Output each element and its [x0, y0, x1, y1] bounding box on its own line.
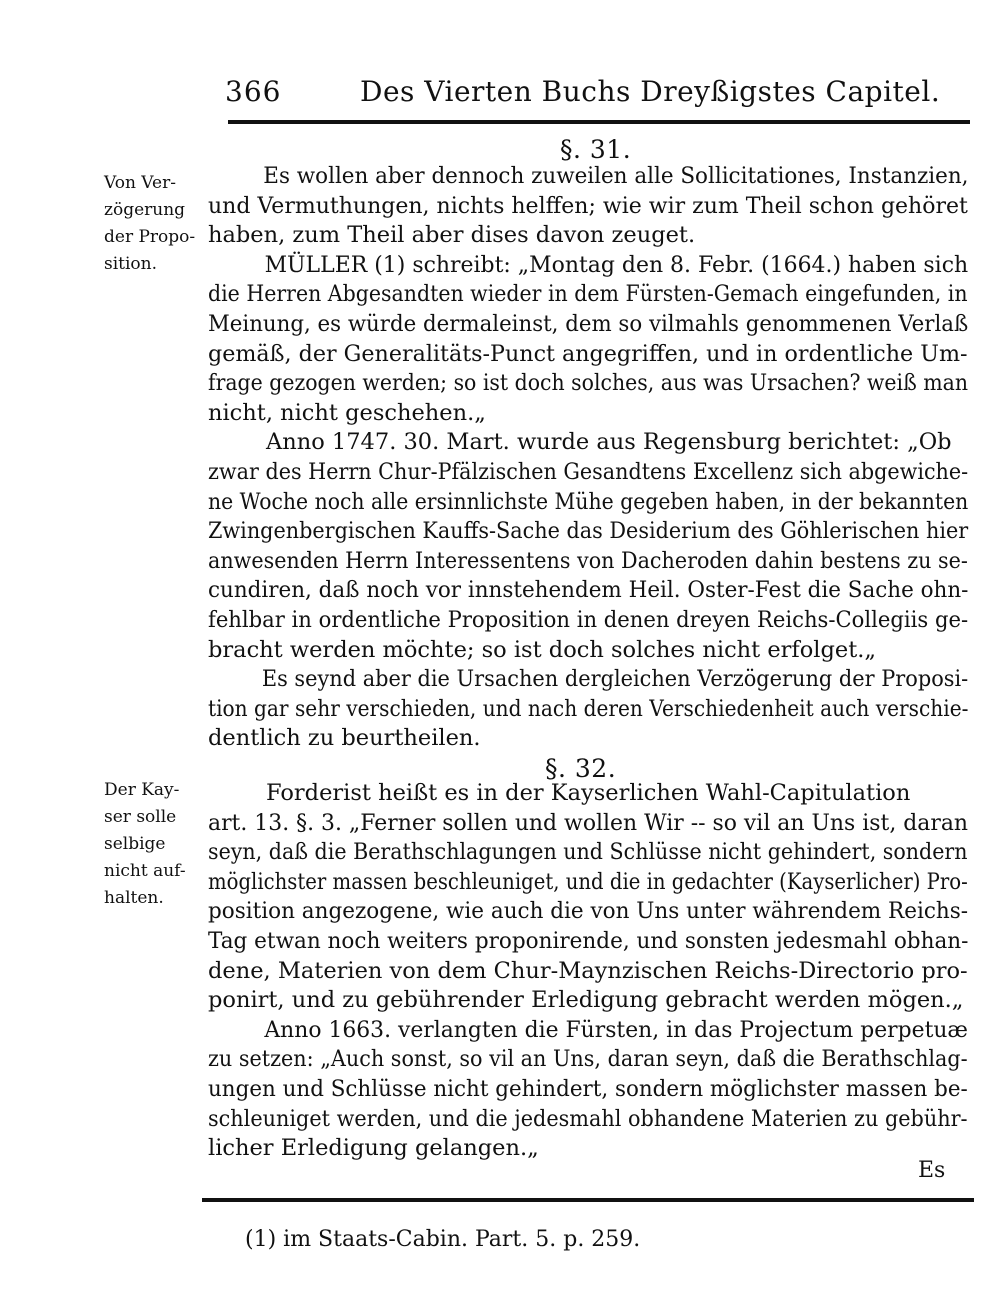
body-line: haben, zum Theil aber dises davon zeuget.	[208, 222, 696, 249]
body-line: Es seynd aber die Ursachen dergleichen Verzögerung der Proposi-	[261, 666, 969, 693]
body-line: die Herren Abgesandten wieder in dem Fürsten-Gemach eingefunden, in	[208, 281, 968, 308]
margin-note-line: Der Kay-	[104, 780, 180, 800]
body-line: Meinung, es würde dermaleinst, dem so vilmahls genommenen Verlaß	[208, 310, 969, 337]
body-line: dentlich zu beurtheilen.	[208, 725, 481, 752]
body-line: schleuniget werden, und die jedesmahl obhandene Materien zu gebühr-	[208, 1105, 968, 1132]
margin-note-line: halten.	[104, 888, 164, 908]
section-32-body	[208, 779, 968, 1164]
margin-note-line: selbige	[104, 834, 166, 854]
body-line: zu setzen: „Auch sonst, so vil an Uns, daran seyn, daß die Berathschlag-	[208, 1046, 968, 1073]
body-line: licher Erledigung gelangen.„	[208, 1135, 539, 1162]
body-line: Es wollen aber dennoch zuweilen alle Sollicitationes, Instanzien,	[263, 163, 969, 189]
catchword: Es	[918, 1158, 946, 1183]
body-line: gemäß, der Generalitäts-Punct angegriffen, und in ordentliche Um-	[208, 340, 968, 367]
body-line: ponirt, und zu gebührender Erledigung gebracht werden mögen.„	[208, 987, 964, 1014]
margin-note-32	[104, 777, 214, 912]
margin-note-line: nicht auf-	[104, 861, 186, 881]
body-line: seyn, daß die Berathschlagungen und Schlüsse nicht gehindert, sondern	[208, 839, 968, 866]
body-line: bracht werden möchte; so ist doch solches nicht erfolget.„	[208, 636, 877, 663]
section-mark-31: §. 31.	[560, 135, 632, 164]
body-line: dene, Materien von dem Chur-Maynzischen Reichs-Directorio pro-	[208, 957, 968, 984]
running-title: Des Vierten Buchs Dreyßigstes Capitel.	[360, 75, 941, 108]
margin-note-31	[104, 170, 214, 278]
body-line: position angezogene, wie auch die von Uns unter währendem Reichs-	[208, 898, 969, 925]
body-line: cundiren, daß noch vor innstehendem Heil. Oster-Fest die Sache ohn-	[208, 577, 969, 604]
margin-note-line: zögerung	[104, 200, 186, 220]
body-line: und Vermuthungen, nichts helffen; wie wir zum Theil schon gehöret	[208, 192, 968, 219]
body-line: nicht, nicht geschehen.„	[208, 399, 486, 426]
margin-note-line: der Propo-	[104, 227, 196, 247]
margin-note-line: Von Ver-	[104, 173, 176, 193]
body-line: anwesenden Herrn Interessentens von Dacheroden dahin bestens zu se-	[208, 547, 968, 574]
body-line: Zwingenbergischen Kauffs-Sache das Desiderium des Göhlerischen hier	[208, 518, 969, 545]
margin-note-line: ser solle	[104, 807, 177, 827]
body-line: ungen und Schlüsse nicht gehindert, sondern möglichster massen be-	[208, 1075, 968, 1102]
body-line: Tag etwan noch weiters proponirende, und sonsten jedesmahl obhan-	[208, 927, 969, 954]
body-line: Anno 1663. verlangten die Fürsten, in das Projectum perpetuæ	[264, 1016, 968, 1043]
margin-note-line: sition.	[104, 254, 158, 274]
body-line: Anno 1747. 30. Mart. wurde aus Regensburg berichtet: „Ob	[266, 429, 952, 456]
body-line: ne Woche noch alle ersinnlichste Mühe gegeben haben, in der bekannten	[208, 488, 969, 515]
body-line: tion gar sehr verschieden, und nach deren Verschiedenheit auch verschie-	[208, 695, 969, 722]
footnote: (1) im Staats-Cabin. Part. 5. p. 259.	[245, 1227, 641, 1252]
body-line: möglichster massen beschleuniget, und die in gedachter (Kayserlicher) Pro-	[208, 868, 968, 895]
section-mark-32: §. 32.	[545, 754, 617, 783]
footnote-rule	[202, 1198, 974, 1202]
header-rule	[228, 120, 970, 124]
body-line: MÜLLER (1) schreibt: „Montag den 8. Febr. (1664.) haben sich	[264, 251, 969, 278]
body-line: frage gezogen werden; so ist doch solches, aus was Ursachen? weiß man	[208, 370, 969, 397]
page-number: 366	[225, 75, 282, 108]
body-line: Forderist heißt es in der Kayserlichen Wahl-Capitulation	[266, 780, 911, 806]
body-line: art. 13. §. 3. „Ferner sollen und wollen Wir -- so vil an Uns ist, daran	[208, 809, 969, 836]
body-line: zwar des Herrn Chur-Pfälzischen Gesandtens Excellenz sich abgewiche-	[208, 458, 969, 485]
body-line: fehlbar in ordentliche Proposition in denen dreyen Reichs-Collegiis ge-	[208, 606, 969, 633]
section-31-body	[208, 162, 968, 754]
